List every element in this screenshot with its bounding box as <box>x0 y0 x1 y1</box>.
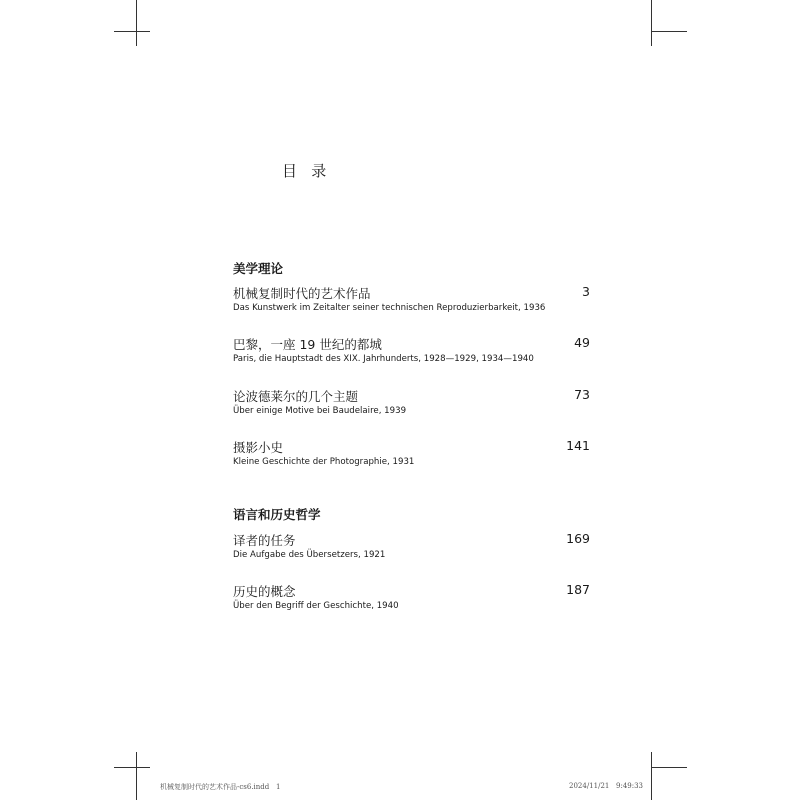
toc-entry[interactable] <box>233 387 590 421</box>
crop-mark-top-right-vertical <box>651 0 652 46</box>
entry-german-title: Kleine Geschichte der Photographie, 1931 <box>233 457 415 467</box>
entry-page-number: 49 <box>574 335 590 350</box>
entry-page-number: 169 <box>566 531 590 546</box>
crop-mark-top-right-horizontal <box>651 31 687 32</box>
crop-mark-bottom-left-vertical <box>136 752 137 800</box>
toc-entry[interactable] <box>233 284 590 318</box>
toc-title <box>282 160 326 181</box>
section-heading: 语言和历史哲学 <box>233 507 321 522</box>
crop-mark-bottom-right-horizontal <box>651 767 687 768</box>
entry-chinese-title: 历史的概念 <box>233 584 296 599</box>
entry-chinese-title: 摄影小史 <box>233 440 284 455</box>
toc-entry[interactable] <box>233 335 590 369</box>
toc-title-char-1: 目 <box>282 162 298 180</box>
crop-mark-bottom-right-vertical <box>651 752 652 800</box>
entry-chinese-title: 巴黎，一座 19 世纪的都城 <box>233 337 382 352</box>
crop-mark-top-left-vertical <box>136 0 137 46</box>
footer-filename: 机械复制时代的艺术作品-cs6.indd 1 <box>160 783 281 791</box>
crop-mark-bottom-left-horizontal <box>114 767 150 768</box>
entry-german-title: Paris, die Hauptstadt des XIX. Jahrhunderts, 1928—1929, 1934—1940 <box>233 354 534 364</box>
entry-german-title: Die Aufgabe des Übersetzers, 1921 <box>233 550 386 560</box>
entry-page-number: 3 <box>582 284 590 299</box>
toc-entry[interactable] <box>233 438 590 472</box>
entry-chinese-title: 论波德莱尔的几个主题 <box>233 389 359 404</box>
entry-german-title: Das Kunstwerk im Zeitalter seiner technischen Reproduzierbarkeit, 1936 <box>233 303 546 313</box>
entry-page-number: 141 <box>566 438 590 453</box>
footer-timestamp: 2024/11/21 9:49:33 <box>569 782 644 790</box>
entry-page-number: 73 <box>574 387 590 402</box>
crop-mark-top-left-horizontal <box>114 31 150 32</box>
entry-chinese-title: 机械复制时代的艺术作品 <box>233 286 371 301</box>
toc-title-char-2: 录 <box>311 162 327 180</box>
entry-german-title: Über den Begriff der Geschichte, 1940 <box>233 601 399 611</box>
section-heading: 美学理论 <box>233 261 284 276</box>
entry-german-title: Über einige Motive bei Baudelaire, 1939 <box>233 406 407 416</box>
entry-page-number: 187 <box>566 582 590 597</box>
entry-chinese-title: 译者的任务 <box>233 533 296 548</box>
toc-entry[interactable] <box>233 531 590 565</box>
toc-entry[interactable] <box>233 582 590 616</box>
